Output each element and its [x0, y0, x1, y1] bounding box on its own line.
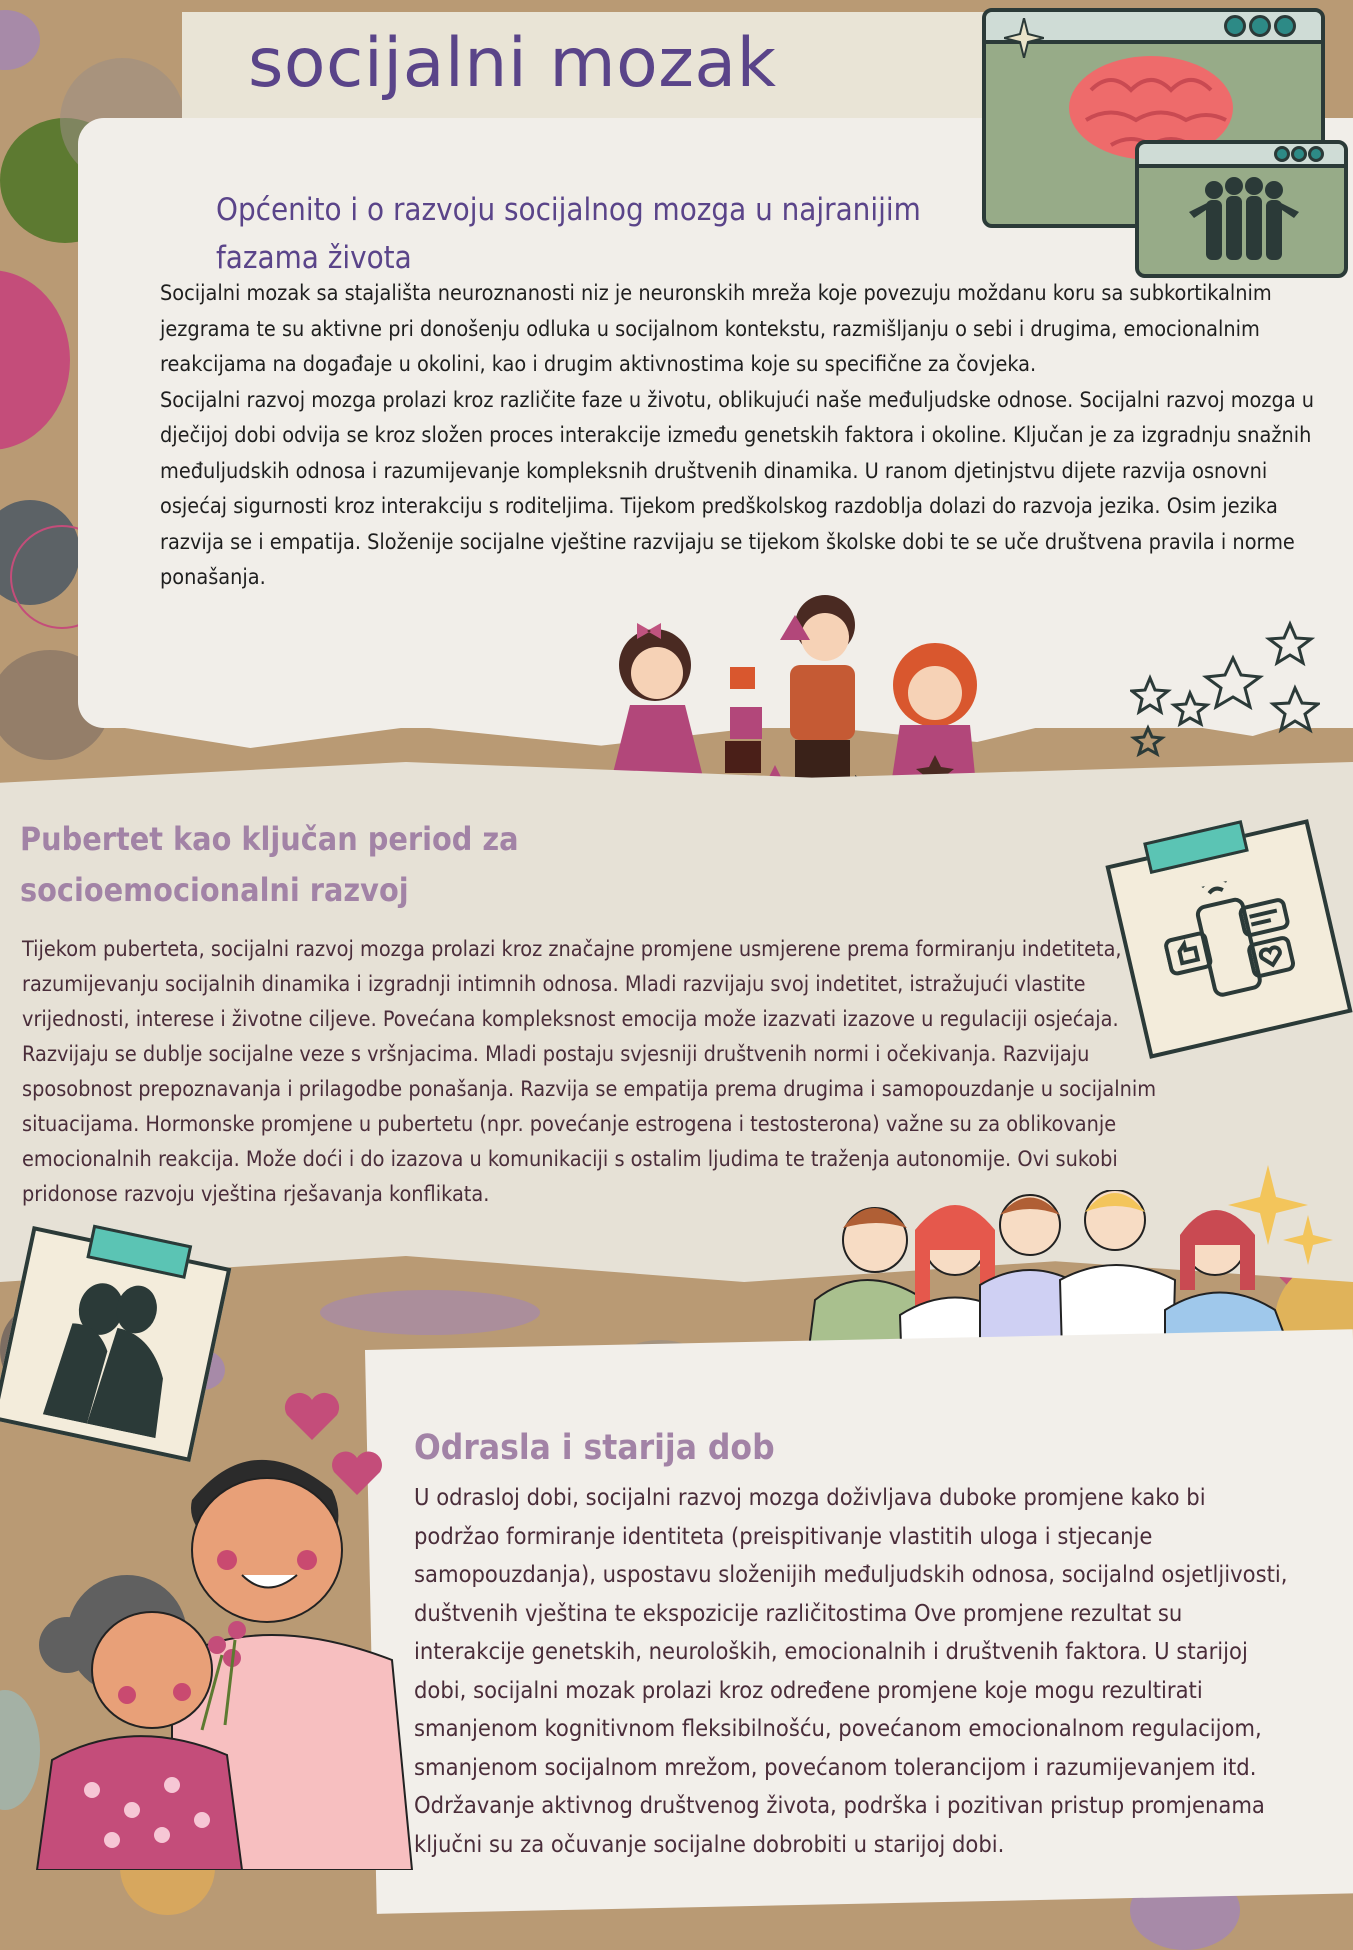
- stars-doodle-icon: [1130, 618, 1320, 758]
- decor-circle: [0, 270, 70, 450]
- section-heading: Odrasla i starija dob: [414, 1420, 783, 1476]
- window-dot: [1274, 146, 1290, 162]
- section-body: [414, 1478, 1294, 1863]
- decor-circle: [0, 10, 40, 70]
- window-dot: [1308, 146, 1324, 162]
- page-title: socijalni mozak: [248, 24, 777, 103]
- group-of-people-icon: [1184, 172, 1304, 262]
- phone-with-likes-icon: [1153, 869, 1307, 1015]
- couple-silhouette-note-icon: [0, 1226, 231, 1462]
- paragraph: Socijalni mozak sa stajališta neuroznanosti niz je neuronskih mreža koje povezuju moždanu koru sa subkortikalnim jezgrama te su aktivne pri donošenju odluka u socijalnom kontekstu, razmišljanju o sebi i drugima, emocionalnim reakcijama na događaje u okolini, kao i drugim aktivnostima koje su specifične za čovjeka.: [160, 281, 1272, 377]
- section-body: [160, 276, 1320, 596]
- group-window-icon: [1135, 140, 1348, 278]
- sparkle-icon: [1228, 1165, 1338, 1275]
- window-dot: [1224, 15, 1246, 37]
- section-heading: Općenito i o razvoju socijalnog mozga u najranijim fazama života: [216, 192, 921, 276]
- paragraph: Tijekom puberteta, socijalni razvoj mozga prolazi kroz značajne promjene usmjerene prema formiranju indetiteta, razumijevanju socijalnih dinamika i izgradnji intimnih odnosa. Mladi razvijaju svoj indetitet, istražujući vlastite vrijednosti, interese i životne ciljeve. Povećana kompleksnost emocija može izazvati izazove u regulaciji osjećaja. Razvijaju se dublje socijalne veze s vršnjacima. Mladi postaju svjesniji društvenih normi i očekivanja. Razvijaju sposobnost prepoznavanja i prilagodbe ponašanja. Razvija se empatija prema drugima i samopouzdanje u socijalnim situacijama. Hormonske promjene u pubertetu (npr. povećanje estrogena i testosterona) važne su za oblikovanje emocionalnih reakcija. Može doći i do izazova u komunikaciji s ostalim ljudima te traženja autonomije. Ovi sukobi pridonose razvoju vještina rješavanja konflikata.: [22, 937, 1157, 1207]
- window-dot: [1249, 15, 1271, 37]
- couple-silhouette-icon: [33, 1265, 191, 1439]
- window-dot: [1274, 15, 1296, 37]
- decor-circle: [320, 1290, 540, 1335]
- grandmother-grandson-illustration: [22, 1430, 422, 1870]
- section-heading: Pubertet kao ključan period za socioemocionalni razvoj: [20, 820, 519, 909]
- paragraph: U odrasloj dobi, socijalni razvoj mozga doživljava duboke promjene kako bi podržao formiranje identiteta (preispitivanje vlastitih uloga i stjecanje samopouzdanja), uspostavu složenijih međuljudskih odnosa, socijalnd osjetljivosti, duštvenih vještina te ekspozicije različitostima Ove promjene rezultat su interakcije genetskih, neuroloških, emocionalnih i društvenih faktora. U starijoj dobi, socijalni mozak prolazi kroz određene promjene koje mogu rezultirati smanjenom kognitivnom fleksibilnošću, povećanom emocionalnom regulacijom, smanjenom socijalnom mrežom, povećanom tolerancijom i razumijevanjem itd. Održavanje aktivnog društvenog života, podrška i pozitivan pristup promjenama ključni su za očuvanje socijalne dobrobiti u starijoj dobi.: [414, 1483, 1288, 1858]
- sparkle-icon: [1004, 18, 1044, 58]
- window-dot: [1291, 146, 1307, 162]
- section-body: [22, 932, 1162, 1212]
- paragraph: Socijalni razvoj mozga prolazi kroz različite faze u životu, oblikujući naše međuljudske odnose. Socijalni razvoj mozga u dječijoj dobi odvija se kroz složen proces interakcije između genetskih faktora i okoline. Ključan je za izgradnju snažnih međuljudskih odnosa i razumijevanje kompleksnih društvenih dinamika. U ranom djetinjstvu dijete razvija osnovni osjećaj sigurnosti kroz interakciju s roditeljima. Tijekom predškolskog razdoblja dolazi do razvoja jezika. Osim jezika razvija se i empatija. Složenije socijalne vještine razvijaju se tijekom školske dobi te se uče društvena pravila i norme ponašanja.: [160, 387, 1315, 590]
- window-bar: [1139, 144, 1344, 168]
